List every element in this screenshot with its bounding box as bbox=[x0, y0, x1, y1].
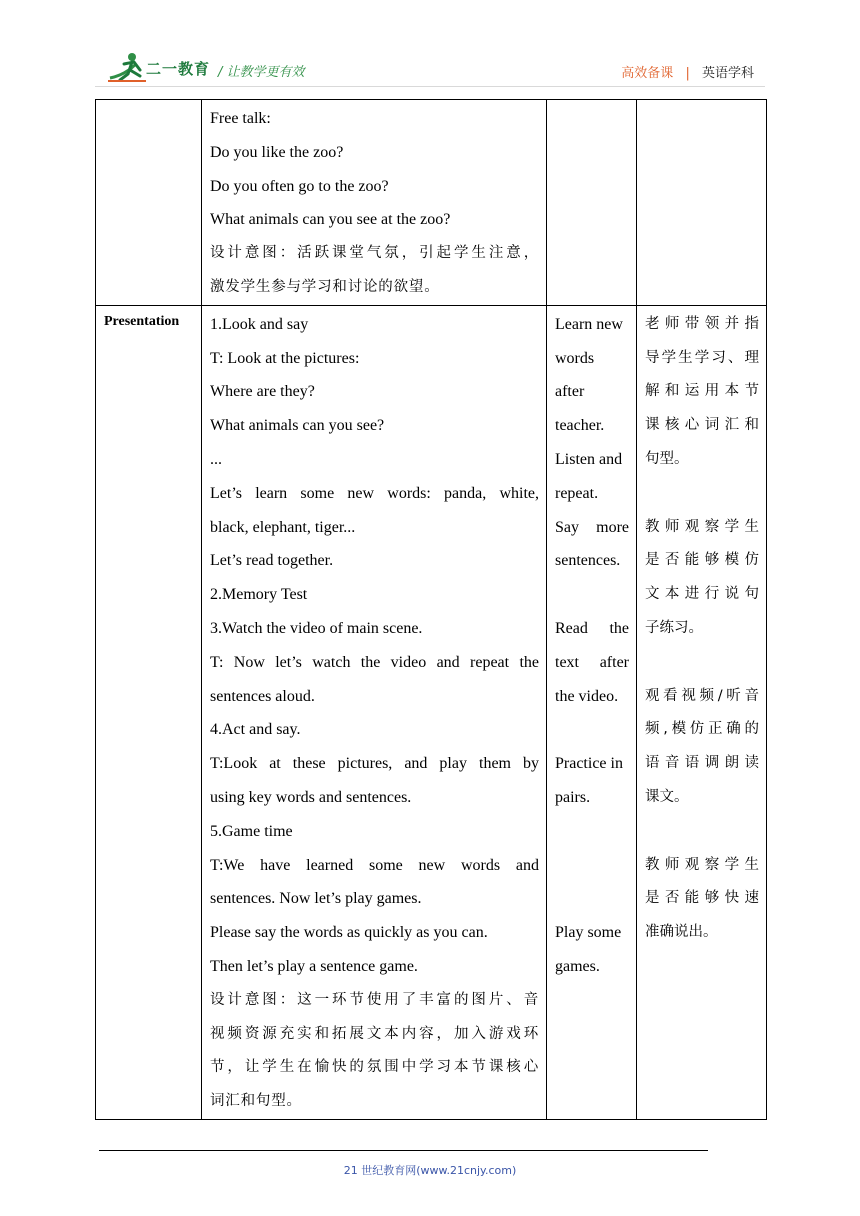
content-line: 3.Watch the video of main scene. bbox=[210, 619, 423, 637]
purpose-line: 语音语调朗读 bbox=[645, 755, 759, 772]
content-line: sentences aloud. bbox=[210, 687, 315, 705]
header-label-prep: 高效备课 bbox=[621, 66, 674, 81]
content-line: Please say the words as quickly as you can. bbox=[210, 924, 488, 942]
stage-cell bbox=[96, 305, 202, 1119]
student-line: teacher. bbox=[555, 417, 605, 435]
purpose-line: 是否能够模仿 bbox=[645, 552, 759, 569]
design-intent-line: 设计意图：这一环节使用了丰富的图片、音 bbox=[210, 991, 539, 1008]
spacer bbox=[555, 713, 629, 747]
student-line: Listen and bbox=[555, 450, 623, 468]
design-intent-line: 词汇和句型。 bbox=[210, 1093, 302, 1110]
student-line: after bbox=[555, 383, 585, 401]
purpose-line: 教师观察学生 bbox=[645, 518, 759, 535]
purpose-line: 解和运用本节 bbox=[645, 383, 759, 400]
purpose-line: 是否能够快速 bbox=[645, 890, 759, 907]
purpose-line: 教师观察学生 bbox=[645, 856, 759, 873]
slogan: / 让教学更有效 bbox=[218, 65, 305, 80]
content-line: Do you like the zoo? bbox=[210, 143, 344, 161]
content-line: black, elephant, tiger... bbox=[210, 518, 356, 536]
student-line: sentences. bbox=[555, 552, 621, 570]
purpose-line: 子练习。 bbox=[645, 619, 703, 636]
spacer bbox=[645, 815, 759, 849]
content-line: T:Look at these pictures, and play them by bbox=[210, 755, 539, 773]
design-intent-line: 激发学生参与学习和讨论的欲望。 bbox=[210, 278, 440, 295]
student-line: Practice in bbox=[555, 755, 623, 773]
spacer bbox=[555, 882, 629, 916]
spacer bbox=[555, 815, 629, 849]
content-line: T: Look at the pictures: bbox=[210, 349, 360, 367]
lesson-plan-table bbox=[95, 99, 767, 1120]
purpose-line: 文本进行说句 bbox=[645, 586, 759, 603]
content-line: Let’s read together. bbox=[210, 552, 334, 570]
content-line: 5.Game time bbox=[210, 822, 293, 840]
purpose-line: 课文。 bbox=[645, 788, 689, 805]
content-line: Then let’s play a sentence game. bbox=[210, 957, 418, 975]
content-line: 4.Act and say. bbox=[210, 721, 301, 739]
logo-text: 二一教育 bbox=[146, 60, 211, 78]
content-line: T:We have learned some new words and bbox=[210, 856, 539, 874]
spacer bbox=[555, 578, 629, 612]
purpose-line: 老师带领并指 bbox=[645, 315, 759, 332]
purpose-line: 句型。 bbox=[645, 450, 689, 467]
student-line: games. bbox=[555, 957, 600, 975]
table-row bbox=[96, 305, 767, 1119]
table-row bbox=[96, 100, 767, 306]
design-intent-line: 节，让学生在愉快的氛围中学习本节课核心 bbox=[210, 1059, 539, 1076]
header-right bbox=[621, 62, 754, 81]
purpose-line: 频,模仿正确的 bbox=[645, 721, 759, 738]
content-line: Do you often go to the zoo? bbox=[210, 177, 389, 195]
student-line: Learn new bbox=[555, 315, 623, 333]
header-divider bbox=[95, 86, 765, 87]
student-line: words bbox=[555, 349, 595, 367]
purpose-line: 导学生学习、理 bbox=[645, 349, 759, 366]
content-line: using key words and sentences. bbox=[210, 788, 412, 806]
content-cell bbox=[202, 305, 547, 1119]
design-intent-line: 设计意图：活跃课堂气氛，引起学生注意， bbox=[210, 245, 539, 262]
purpose-line: 准确说出。 bbox=[645, 924, 718, 941]
student-line: Say more bbox=[555, 518, 629, 536]
purpose-line: 观看视频/听音 bbox=[645, 687, 759, 704]
content-line: Let’s learn some new words: panda, white, bbox=[210, 484, 539, 502]
student-activity-cell bbox=[547, 100, 637, 306]
content-line: What animals can you see? bbox=[210, 417, 385, 435]
content-line: What animals can you see at the zoo? bbox=[210, 211, 451, 229]
content-line: T: Now let’s watch the video and repeat the bbox=[210, 653, 539, 671]
purpose-cell bbox=[637, 100, 767, 306]
spacer bbox=[645, 646, 759, 680]
spacer bbox=[555, 849, 629, 883]
student-line: Play some bbox=[555, 924, 622, 942]
student-line: the video. bbox=[555, 687, 619, 705]
content-line: Where are they? bbox=[210, 383, 315, 401]
footer-text: 21 世纪教育网(www.21cnjy.com) bbox=[343, 1164, 517, 1177]
student-line: repeat. bbox=[555, 484, 599, 502]
content-line: Free talk: bbox=[210, 110, 271, 127]
design-intent-line: 视频资源充实和拓展文本内容，加入游戏环 bbox=[210, 1025, 539, 1042]
header-separator: | bbox=[685, 66, 690, 81]
student-activity-cell bbox=[547, 305, 637, 1119]
purpose-cell bbox=[637, 305, 767, 1119]
content-line: ... bbox=[210, 450, 222, 468]
content-line: sentences. Now let’s play games. bbox=[210, 890, 422, 908]
content-line: 2.Memory Test bbox=[210, 586, 308, 604]
content-line: 1.Look and say bbox=[210, 315, 309, 333]
spacer bbox=[645, 477, 759, 511]
stage-label: Presentation bbox=[104, 313, 180, 329]
student-line: pairs. bbox=[555, 788, 591, 806]
content-cell bbox=[202, 100, 547, 306]
header-label-subject: 英语学科 bbox=[701, 66, 754, 81]
stage-cell bbox=[96, 100, 202, 306]
student-line: text after bbox=[555, 653, 629, 671]
student-line: Read the bbox=[555, 619, 629, 637]
purpose-line: 课核心词汇和 bbox=[645, 417, 759, 434]
page-header bbox=[0, 0, 860, 92]
footer-divider bbox=[99, 1150, 708, 1151]
